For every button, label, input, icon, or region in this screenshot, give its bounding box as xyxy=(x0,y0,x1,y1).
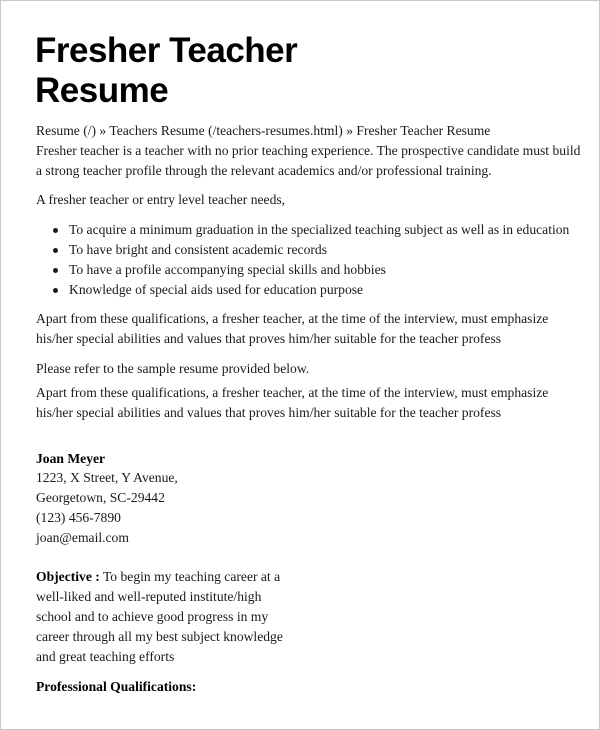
title-line: Resume xyxy=(35,71,169,110)
list-item: To have a profile accompanying special skills and hobbies xyxy=(36,260,576,280)
qualifications-section xyxy=(36,677,576,697)
breadcrumb[interactable]: Resume (/) » Teachers Resume (/teachers-resumes.html) » Fresher Teacher Resume xyxy=(36,123,491,138)
paragraph-line: Apart from these qualifications, a fresher teacher, at the time of the interview, must emphasize xyxy=(36,311,549,326)
objective-line: school and to achieve good progress in my xyxy=(36,609,269,624)
paragraph-2 xyxy=(36,359,576,423)
needs-section xyxy=(36,190,576,300)
page-title xyxy=(35,31,297,111)
objective-line: well-liked and well-reputed institute/high xyxy=(36,589,262,604)
objective-block xyxy=(36,567,576,667)
qualifications-heading: Professional Qualifications: xyxy=(36,679,197,694)
contact-block xyxy=(36,450,576,548)
objective-line: career through all my best subject knowledge xyxy=(36,629,283,644)
paragraph-line: Apart from these qualifications, a fresher teacher, at the time of the interview, must emphasize xyxy=(36,385,549,400)
objective-text: To begin my teaching career at a xyxy=(99,569,281,584)
refer-line: Please refer to the sample resume provided below. xyxy=(36,361,310,376)
contact-address-1: 1223, X Street, Y Avenue, xyxy=(36,470,178,485)
contact-address-2: Georgetown, SC-29442 xyxy=(36,490,165,505)
list-item: To acquire a minimum graduation in the specialized teaching subject as well as in education xyxy=(36,220,576,240)
contact-phone: (123) 456-7890 xyxy=(36,510,121,525)
intro-section xyxy=(36,121,581,181)
needs-heading: A fresher teacher or entry level teacher needs, xyxy=(36,192,286,207)
intro-line: Fresher teacher is a teacher with no prior teaching experience. The prospective candidate must build xyxy=(36,143,581,158)
contact-name: Joan Meyer xyxy=(36,451,106,466)
needs-list xyxy=(36,220,576,300)
list-item: To have bright and consistent academic records xyxy=(36,240,576,260)
list-item: Knowledge of special aids used for education purpose xyxy=(36,280,576,300)
paragraph-line: his/her special abilities and values that proves him/her suitable for the teacher profess xyxy=(36,405,502,420)
contact-email: joan@email.com xyxy=(36,530,129,545)
intro-line: a strong teacher profile through the relevant academics and/or professional training. xyxy=(36,163,492,178)
paragraph-1 xyxy=(36,309,576,349)
title-line: Fresher Teacher xyxy=(35,31,298,70)
objective-line: and great teaching efforts xyxy=(36,649,175,664)
paragraph-line: his/her special abilities and values that proves him/her suitable for the teacher profess xyxy=(36,331,502,346)
objective-label: Objective : xyxy=(36,569,100,584)
